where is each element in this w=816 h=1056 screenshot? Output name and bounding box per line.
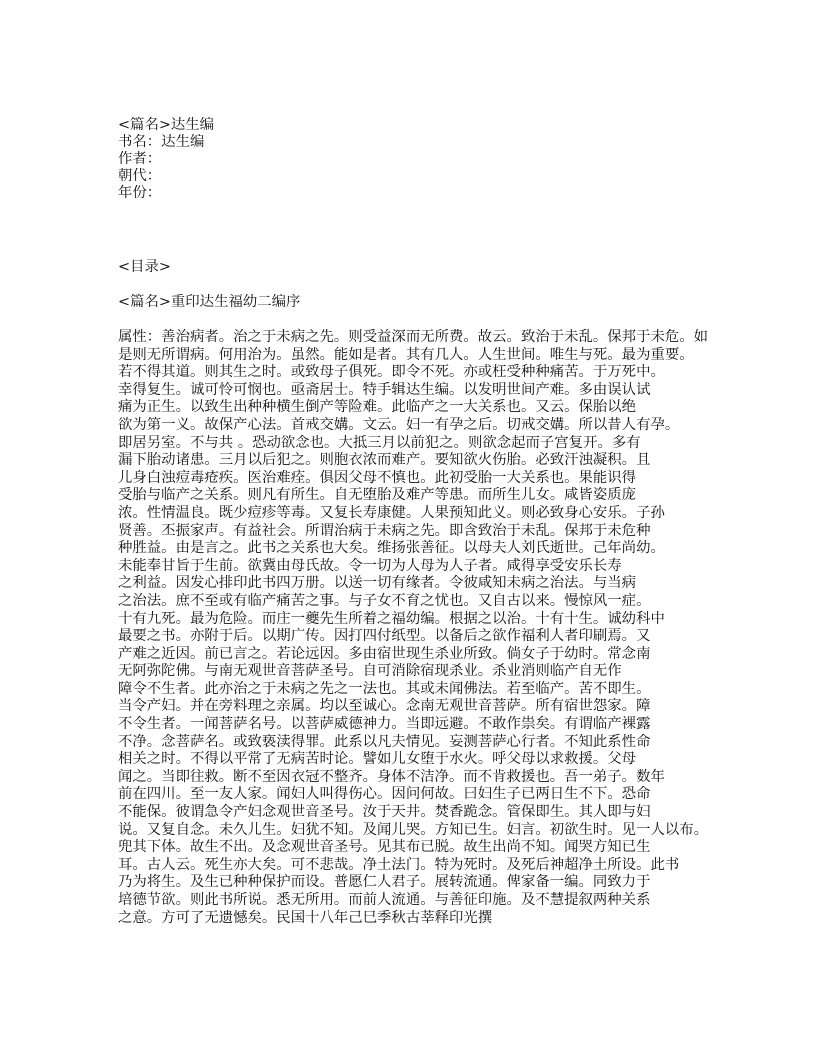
body-line: 属性：善治病者。治之于未病之先。则受益深而无所费。故云。致治于未乱。保邦于未危。如 xyxy=(118,329,709,345)
body-line: 幸得复生。诚可怜可悯也。亟斋居士。特手辑达生编。以发明世间产难。多由误认试 xyxy=(118,381,651,398)
body-line: 漏下胎动诸患。三月以后犯之。则胞衣浓而难产。要知欲火伤胎。必致汗浊凝积。且 xyxy=(118,452,651,469)
body-line: 之治法。庶不至或有临产痛苦之事。与子女不育之忧也。又自古以来。慢惊风一症。 xyxy=(118,592,651,609)
body-line: 是则无所谓病。何用治为。虽然。能如是者。其有几人。人生世间。唯生与死。最为重要。 xyxy=(118,346,694,363)
body-line: 之利益。因发心排印此书四万册。以送一切有缘者。令彼咸知未病之治法。与当病 xyxy=(118,575,637,592)
body-line: 耳。古人云。死生亦大矣。可不悲哉。净土法门。特为死时。及死后神超净土所设。此书 xyxy=(118,856,680,873)
book-title: 书名：达生编 xyxy=(118,134,205,150)
body-line: 乃为将生。及生已种种保护而设。普愿仁人君子。展转流通。俾家备一编。同致力于 xyxy=(118,874,651,891)
body-line: 浓。性情温良。既少痘疹等毒。又复长寿康健。人果预知此义。则必致身心安乐。子孙 xyxy=(118,504,665,521)
body-line: 贤善。丕振家声。有益社会。所谓治病于未病之先。即含致治于未乱。保邦于未危种 xyxy=(118,522,651,539)
document-page xyxy=(118,117,738,927)
body-line: 即居另室。不与共 。恐动欲念也。大抵三月以前犯之。则欲念起而子宫复开。多有 xyxy=(118,434,641,451)
body-line: 闻之。当即往救。断不至因衣冠不整齐。身体不洁净。而不肯救援也。吾一弟子。数年 xyxy=(118,768,665,785)
body-line: 不净。念菩萨名。或致亵渎得罪。此系以凡夫情见。妄测菩萨心行者。不知此系性命 xyxy=(118,733,651,750)
year-field: 年份： xyxy=(118,185,162,201)
body-line: 培德节欲。则此书所说。悉无所用。而前人流通。与善征印施。及不慧提叙两种关系 xyxy=(118,892,651,908)
body-line: 若不得其道。则其生之时。或致母子俱死。即令不死。亦或枉受种种痛苦。于万死中。 xyxy=(118,364,665,381)
body-line: 前在四川。至一友人家。闻妇人叫得伤心。因问何故。曰妇生子已两日生不下。恐命 xyxy=(118,786,651,803)
body-line: 儿身白浊痘毒疮疾。医治难痊。俱因父母不慎也。此初受胎一大关系也。果能识得 xyxy=(118,469,637,486)
chapter-heading: <篇名>达生编 xyxy=(118,117,215,133)
toc-heading: <目录> xyxy=(118,259,171,275)
body-line: 欲为第一义。故保产心法。首戒交媾。文云。妇一有孕之后。切戒交媾。所以昔人有孕。 xyxy=(118,416,680,433)
dynasty-field: 朝代： xyxy=(118,168,162,184)
section-heading: <篇名>重印达生福幼二编序 xyxy=(118,294,301,310)
body-line: 之意。方可了无遗憾矣。民国十八年己巳季秋古莘释印光撰 xyxy=(118,909,493,926)
body-line: 受胎与临产之关系。则凡有所生。自无堕胎及难产等患。而所生儿女。咸皆姿质庞 xyxy=(118,487,637,504)
body-line: 兜其下体。故生不出。及念观世音圣号。见其布已脱。故生出尚不知。闻哭方知已生 xyxy=(118,839,651,856)
body-line: 障令不生者。此亦治之于未病之先之一法也。其或未闻佛法。若至临产。苦不即生。 xyxy=(118,680,651,697)
body-line: 说。又复自念。未久儿生。妇犹不知。及闻儿哭。方知已生。妇言。初欲生时。见一人以布。 xyxy=(118,821,709,838)
body-line: 不令生者。一闻菩萨名号。以菩萨威德神力。当即远避。不敢作祟矣。有谓临产裸露 xyxy=(118,716,651,733)
body-line: 最要之书。亦附于后。以期广传。因打四付纸型。以备后之欲作福利人者印刷焉。又 xyxy=(118,628,651,645)
body-line: 当令产妇。并在旁料理之亲属。均以至诚心。念南无观世音菩萨。所有宿世怨家。障 xyxy=(118,698,651,715)
body-line: 产难之近因。前已言之。若论远因。多由宿世现生杀业所致。倘女子于幼时。常念南 xyxy=(118,645,651,662)
body-line: 痛为正生。以致生出种种横生倒产等险难。此临产之一大关系也。又云。保胎以绝 xyxy=(118,399,637,416)
body-line: 种胜益。由是言之。此书之关系也大矣。维扬张善征。以母夫人刘氏逝世。己年尚幼。 xyxy=(118,540,665,557)
body-line: 未能奉甘旨于生前。欲冀由母氏故。令一切为人母为人子者。咸得享受安乐长寿 xyxy=(118,557,622,574)
body-line: 相关之时。不得以平常了无病苦时论。譬如儿女堕于水火。呼父母以求救援。父母 xyxy=(118,751,637,768)
body-line: 不能保。彼谓急令产妇念观世音圣号。汝于天井。焚香跪念。管保即生。其人即与妇 xyxy=(118,804,651,821)
author-field: 作者： xyxy=(118,151,162,167)
body-line: 无阿弥陀佛。与南无观世音菩萨圣号。自可消除宿现杀业。杀业消则临产自无作 xyxy=(118,663,622,680)
preface-body xyxy=(118,329,738,927)
body-line: 十有九死。最为危险。而庄一夔先生所着之福幼编。根据之以治。十有十生。诚幼科中 xyxy=(118,610,665,627)
